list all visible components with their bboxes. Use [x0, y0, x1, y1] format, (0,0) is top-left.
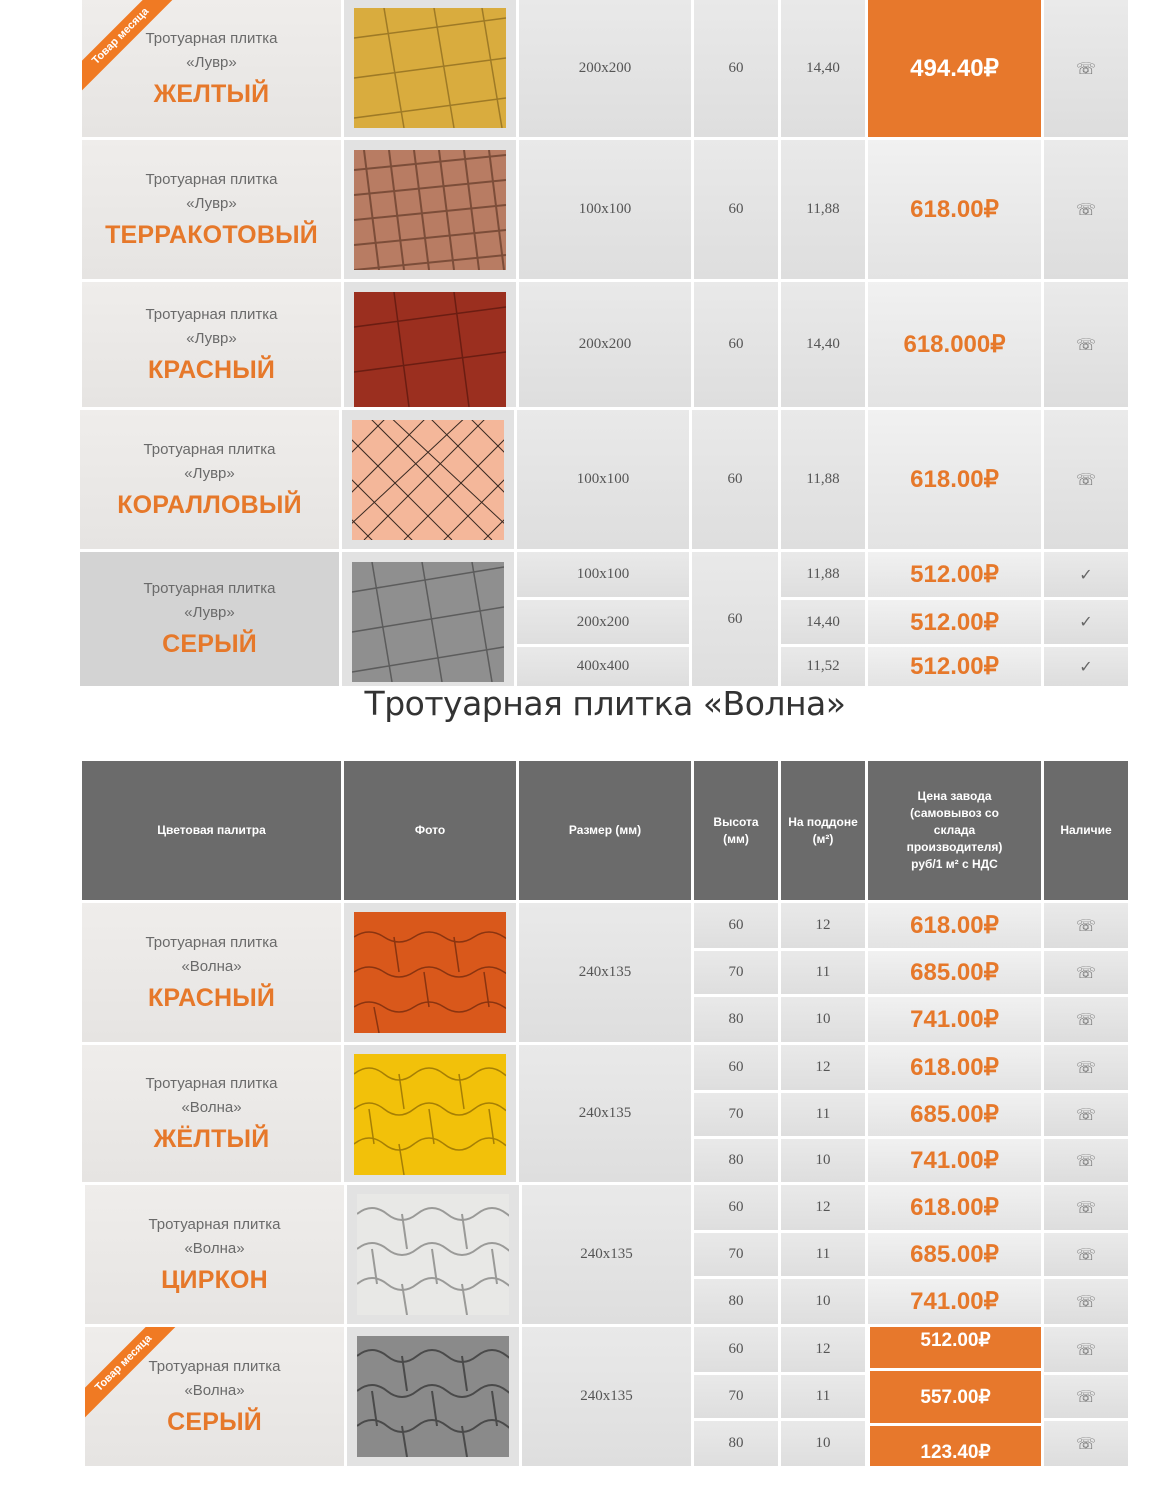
phone-icon[interactable]: ☏ [1044, 410, 1128, 549]
product-color: ТЕРРАКОТОВЫЙ [105, 220, 318, 249]
phone-icon[interactable]: ☏ [1044, 1279, 1128, 1324]
product-series: «Лувр» [184, 604, 235, 621]
height-cell: 60 [694, 1327, 778, 1372]
phone-icon[interactable]: ☏ [1044, 997, 1128, 1042]
pallet-cell: 11,88 [781, 140, 865, 279]
price-cell: 512.00₽ [868, 647, 1041, 686]
product-series: «Волна» [181, 957, 242, 975]
product-photo-cell [344, 903, 516, 1042]
size-cell: 100x100 [517, 552, 689, 597]
product-color: ЖЕЛТЫЙ [153, 79, 270, 108]
size-cell: 240x135 [522, 1327, 691, 1466]
phone-icon[interactable]: ☏ [1044, 1185, 1128, 1230]
product-name-cell [82, 903, 341, 1042]
product-color: КРАСНЫЙ [147, 355, 276, 384]
promo-ribbon [82, 0, 192, 110]
product-photo-cell [344, 1045, 516, 1182]
height-cell: 70 [694, 951, 778, 994]
height-cell: 60 [694, 282, 778, 407]
product-type: Тротуарная плитка [145, 305, 278, 323]
product-photo-cell [344, 0, 516, 137]
product-type: Тротуарная плитка [145, 170, 278, 188]
height-cell: 80 [694, 997, 778, 1042]
price-cell: 741.00₽ [868, 1279, 1041, 1324]
size-cell: 200x200 [517, 600, 689, 644]
product-type: Тротуарная плитка [145, 29, 278, 47]
product-photo-cell [344, 140, 516, 279]
product-name-cell [80, 410, 339, 549]
height-cell: 60 [694, 903, 778, 948]
pallet-cell: 11 [781, 951, 865, 994]
product-color: ЖЁЛТЫЙ [153, 1124, 270, 1153]
tile-photo[interactable] [354, 912, 506, 1033]
size-cell: 200x200 [519, 282, 691, 407]
product-name-cell [82, 1045, 341, 1182]
price-cell: 618.00₽ [868, 1185, 1041, 1230]
product-photo-cell [347, 1327, 519, 1466]
pallet-cell: 12 [781, 903, 865, 948]
price-cell: 123.40₽ [870, 1426, 1041, 1466]
price-cell: 618.00₽ [868, 903, 1041, 948]
pallet-cell: 10 [781, 1279, 865, 1324]
price-cell: 618.00₽ [868, 1045, 1041, 1090]
price-cell: 494.40₽ [868, 0, 1041, 137]
pallet-cell: 11 [781, 1233, 865, 1276]
pallet-cell: 12 [781, 1185, 865, 1230]
header-size: Размер (мм) [519, 761, 691, 900]
promo-ribbon-text: Товар месяца [82, 0, 181, 97]
height-cell: 80 [694, 1421, 778, 1466]
product-type: Тротуарная плитка [148, 1215, 281, 1233]
phone-icon[interactable]: ☏ [1044, 903, 1128, 948]
phone-icon[interactable]: ☏ [1044, 0, 1128, 137]
pallet-cell: 11 [781, 1093, 865, 1136]
height-cell: 60 [692, 552, 778, 686]
price-cell: 685.00₽ [868, 1093, 1041, 1136]
height-cell: 80 [694, 1279, 778, 1324]
price-cell: 512.00₽ [868, 600, 1041, 644]
phone-icon[interactable]: ☏ [1044, 1139, 1128, 1182]
phone-icon[interactable]: ☏ [1044, 1045, 1128, 1090]
tile-photo[interactable] [354, 1054, 506, 1175]
product-series: «Лувр» [186, 329, 237, 347]
tile-photo[interactable] [354, 8, 506, 128]
header-price: Цена завода (самовывоз со склада производителя) руб/1 м² с НДС [868, 761, 1041, 900]
pallet-cell: 14,40 [781, 600, 865, 644]
section-title: Тротуарная плитка «Волна» [364, 684, 846, 723]
size-cell: 240x135 [519, 1045, 691, 1182]
tile-photo[interactable] [352, 420, 504, 540]
pallet-cell: 11 [781, 1375, 865, 1418]
height-cell: 80 [694, 1139, 778, 1182]
product-color: СЕРЫЙ [167, 1407, 262, 1436]
header-photo: Фото [344, 761, 516, 900]
product-type: Тротуарная плитка [143, 440, 276, 458]
product-name-cell [82, 282, 341, 407]
size-cell: 240x135 [522, 1185, 691, 1324]
check-icon: ✓ [1044, 600, 1128, 644]
height-cell: 60 [694, 0, 778, 137]
product-series: «Лувр» [186, 53, 237, 71]
product-series: «Волна» [184, 1381, 245, 1399]
height-cell: 60 [692, 410, 778, 549]
pallet-cell: 11,88 [781, 552, 865, 597]
header-height: Высота (мм) [694, 761, 778, 900]
phone-icon[interactable]: ☏ [1044, 1375, 1128, 1418]
product-series: «Лувр» [186, 194, 237, 212]
product-color: КОРАЛЛОВЫЙ [117, 490, 302, 519]
height-cell: 70 [694, 1233, 778, 1276]
product-color: СЕРЫЙ [162, 630, 257, 658]
price-cell: 741.00₽ [868, 1139, 1041, 1182]
phone-icon[interactable]: ☏ [1044, 951, 1128, 994]
tile-photo[interactable] [357, 1336, 509, 1457]
product-name-cell [80, 552, 339, 686]
height-cell: 60 [694, 1045, 778, 1090]
pallet-cell: 14,40 [781, 0, 865, 137]
product-series: «Волна» [181, 1098, 242, 1116]
product-type: Тротуарная плитка [145, 1074, 278, 1092]
price-cell: 685.00₽ [868, 951, 1041, 994]
height-cell: 70 [694, 1093, 778, 1136]
price-cell: 741.00₽ [868, 997, 1041, 1042]
product-photo-cell [342, 552, 514, 686]
price-cell: 618.00₽ [868, 410, 1041, 549]
phone-icon[interactable]: ☏ [1044, 1327, 1128, 1372]
tile-photo[interactable] [357, 1194, 509, 1315]
product-color: КРАСНЫЙ [147, 983, 276, 1012]
price-cell: 557.00₽ [870, 1371, 1041, 1423]
product-type: Тротуарная плитка [143, 580, 276, 597]
header-availability: Наличие [1044, 761, 1128, 900]
pallet-cell: 12 [781, 1327, 865, 1372]
product-series: «Лувр» [184, 464, 235, 482]
header-palette: Цветовая палитра [82, 761, 341, 900]
check-icon: ✓ [1044, 647, 1128, 686]
height-cell: 60 [694, 1185, 778, 1230]
product-photo-cell [342, 410, 514, 549]
product-photo-cell [344, 282, 516, 407]
product-type: Тротуарная плитка [145, 933, 278, 951]
pallet-cell: 10 [781, 997, 865, 1042]
phone-icon[interactable]: ☏ [1044, 1093, 1128, 1136]
product-name-cell [85, 1185, 344, 1324]
product-type: Тротуарная плитка [148, 1357, 281, 1375]
size-cell: 100x100 [517, 410, 689, 549]
size-cell: 200x200 [519, 0, 691, 137]
price-cell: 618.00₽ [868, 140, 1041, 279]
price-cell: 685.00₽ [868, 1233, 1041, 1276]
promo-ribbon-text: Товар месяца [85, 1327, 184, 1424]
height-cell: 60 [694, 140, 778, 279]
product-name-cell [82, 140, 341, 279]
price-cell: 512.00₽ [868, 552, 1041, 597]
pallet-cell: 10 [781, 1139, 865, 1182]
pallet-cell: 11,88 [781, 410, 865, 549]
height-cell: 70 [694, 1375, 778, 1418]
header-pallet: На поддоне (м²) [781, 761, 865, 900]
phone-icon[interactable]: ☏ [1044, 1421, 1128, 1466]
product-color: ЦИРКОН [161, 1265, 268, 1294]
promo-ribbon [85, 1327, 195, 1437]
size-cell: 100x100 [519, 140, 691, 279]
product-series: «Волна» [184, 1239, 245, 1257]
tile-photo[interactable] [352, 562, 504, 682]
phone-icon[interactable]: ☏ [1044, 282, 1128, 407]
pallet-cell: 10 [781, 1421, 865, 1466]
phone-icon[interactable]: ☏ [1044, 1233, 1128, 1276]
phone-icon[interactable]: ☏ [1044, 140, 1128, 279]
check-icon: ✓ [1044, 552, 1128, 597]
pallet-cell: 14,40 [781, 282, 865, 407]
tile-photo[interactable] [354, 150, 506, 270]
product-photo-cell [347, 1185, 519, 1324]
size-cell: 400x400 [517, 647, 689, 686]
size-cell: 240x135 [519, 903, 691, 1042]
pallet-cell: 12 [781, 1045, 865, 1090]
price-cell: 512.00₽ [870, 1327, 1041, 1368]
price-cell: 618.000₽ [868, 282, 1041, 407]
pallet-cell: 11,52 [781, 647, 865, 686]
tile-photo[interactable] [354, 292, 506, 407]
